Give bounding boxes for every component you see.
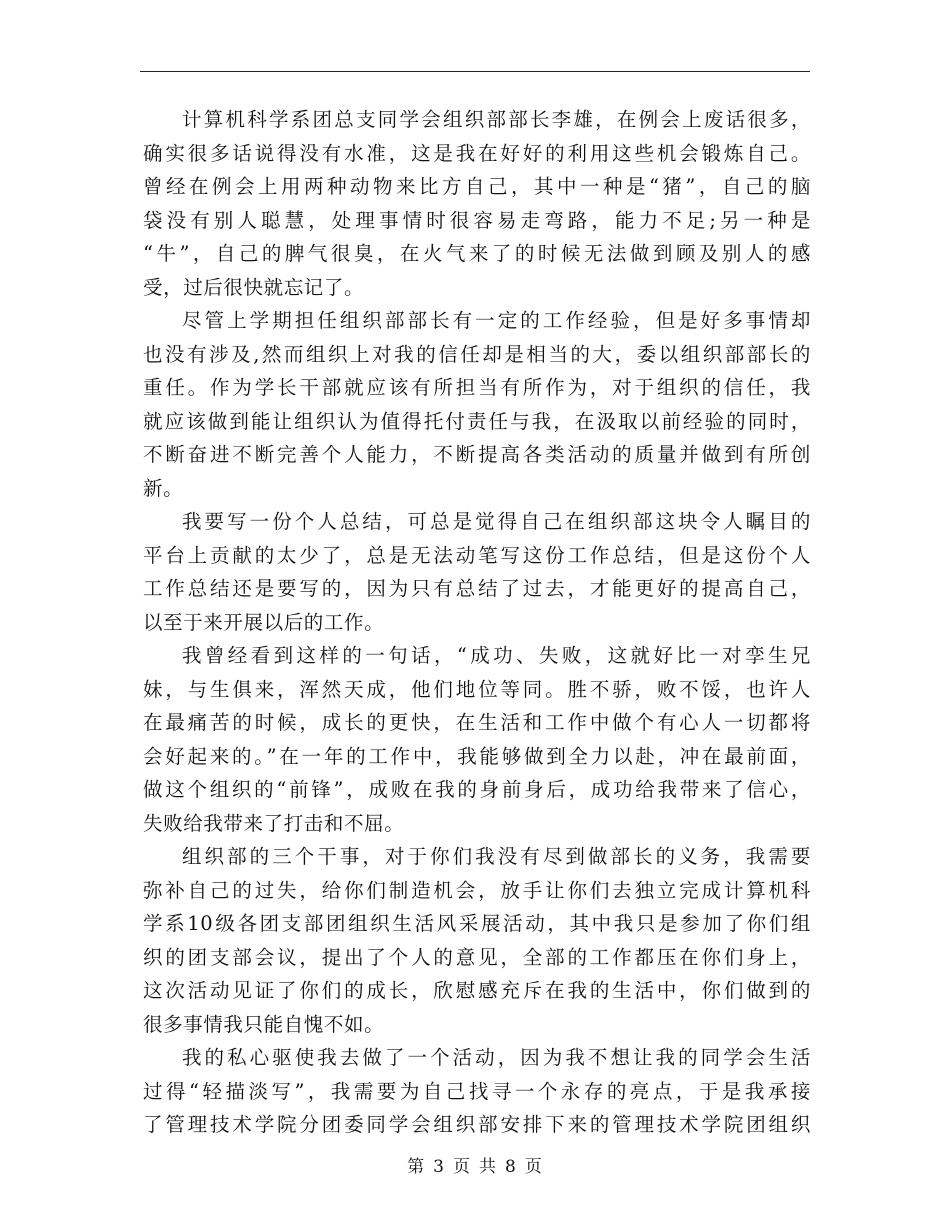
text-line: 过得“轻描淡写”，我需要为自己找寻一个永存的亮点，于是我承接 xyxy=(143,1079,811,1103)
paragraph-6 xyxy=(143,1041,811,1142)
page-label-mid: 页 xyxy=(453,1157,471,1177)
text-line: 会好起来的。”在一年的工作中，我能够做到全力以赴，冲在最前面， xyxy=(143,744,811,768)
text-line: 了管理技术学院分团委同学会组织部安排下来的管理技术学院团组织 xyxy=(143,1113,811,1136)
text-line: 织的团支部会议，提出了个人的意见，全部的工作都压在你们身上， xyxy=(143,945,811,969)
text-line: 我的私心驱使我去做了一个活动，因为我不想让我的同学会生活 xyxy=(182,1046,811,1069)
text-line: 也没有涉及,然而组织上对我的信任却是相当的大，委以组织部部长的 xyxy=(143,342,811,366)
text-line: 计算机科学系团总支同学会组织部部长李雄，在例会上废话很多， xyxy=(182,108,811,131)
page-total-prefix: 共 xyxy=(479,1157,497,1177)
text-line: 新。 xyxy=(143,476,184,500)
page-total: 8 xyxy=(505,1157,517,1177)
text-line: 不断奋进不断完善个人能力，不断提高各类活动的质量并做到有所创 xyxy=(143,443,811,466)
document-body xyxy=(143,103,811,1142)
paragraph-4 xyxy=(143,639,811,840)
text-line: 做这个组织的“前锋”，成败在我的身前身后，成功给我带来了信心， xyxy=(143,778,811,801)
text-line: 重任。作为学长干部就应该有所担当有所作为，对于组织的信任，我 xyxy=(143,376,811,399)
text-line: 确实很多话说得没有水准，这是我在好好的利用这些机会锻炼自己。 xyxy=(143,141,811,165)
text-line: 袋没有别人聪慧，处理事情时很容易走弯路，能力不足;另一种是 xyxy=(143,208,811,232)
paragraph-5 xyxy=(143,840,811,1041)
text-line: 工作总结还是要写的，因为只有总结了过去，才能更好的提高自己， xyxy=(143,577,811,600)
page-label-prefix: 第 xyxy=(407,1157,426,1177)
text-line: 这次活动见证了你们的成长，欣慰感充斥在我的生活中，你们做到的 xyxy=(143,979,811,1002)
text-line: 我曾经看到这样的一句话，“成功、失败，这就好比一对孪生兄 xyxy=(182,644,811,667)
text-line: 学系10级各团支部团组织生活风采展活动，其中我只是参加了你们组 xyxy=(143,912,811,935)
header-rule xyxy=(140,71,810,72)
text-line: 受，过后很快就忘记了。 xyxy=(143,275,365,299)
text-line: 以至于来开展以后的工作。 xyxy=(143,610,385,634)
text-line: 就应该做到能让组织认为值得托付责任与我，在汲取以前经验的同时， xyxy=(143,409,811,433)
text-line: 弥补自己的过失，给你们制造机会，放手让你们去独立完成计算机科 xyxy=(143,878,811,902)
paragraph-2 xyxy=(143,304,811,505)
text-line: 很多事情我只能自愧不如。 xyxy=(143,1012,385,1036)
text-line: 组织部的三个干事，对于你们我没有尽到做部长的义务，我需要 xyxy=(182,845,811,868)
paragraph-1 xyxy=(143,103,811,304)
paragraph-3 xyxy=(143,505,811,639)
text-line: 曾经在例会上用两种动物来比方自己，其中一种是“猪”，自己的脑 xyxy=(143,175,811,198)
text-line: 尽管上学期担任组织部部长有一定的工作经验，但是好多事情却 xyxy=(182,309,811,332)
page-footer xyxy=(0,1152,950,1177)
text-line: 我要写一份个人总结，可总是觉得自己在组织部这块令人瞩目的 xyxy=(182,510,811,533)
text-line: 失败给我带来了打击和不屈。 xyxy=(143,811,405,835)
text-line: 平台上贡献的太少了，总是无法动笔写这份工作总结，但是这份个人 xyxy=(143,543,811,567)
text-line: “牛”，自己的脾气很臭，在火气来了的时候无法做到顾及别人的感 xyxy=(143,242,811,265)
page-current: 3 xyxy=(433,1157,445,1177)
text-line: 在最痛苦的时候，成长的更快，在生活和工作中做个有心人一切都将 xyxy=(143,711,811,734)
page-label-suffix: 页 xyxy=(524,1157,543,1177)
text-line: 妹，与生俱来，浑然天成，他们地位等同。胜不骄，败不馁，也许人 xyxy=(143,677,811,701)
